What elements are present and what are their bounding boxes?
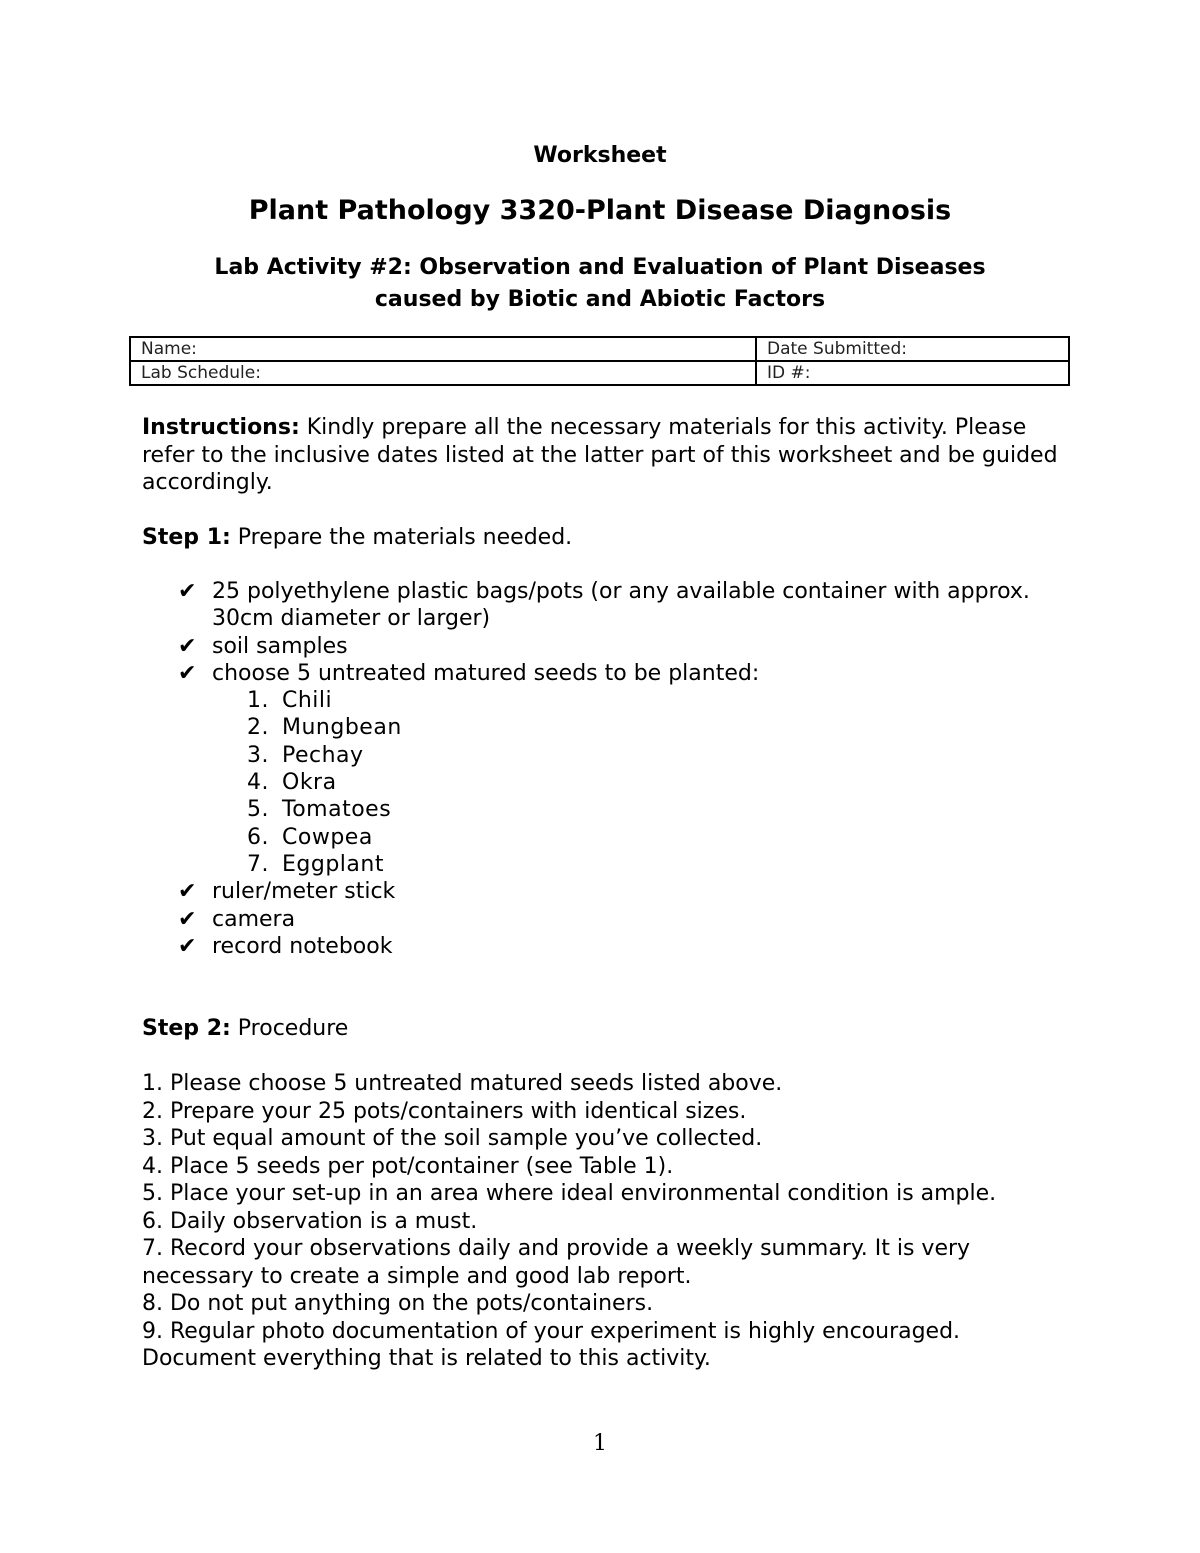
seed-name: Mungbean: [282, 715, 402, 741]
material-item: [142, 906, 1072, 933]
procedure-list: [142, 1070, 1072, 1373]
id-number-field: ID #:: [756, 361, 1069, 385]
seed-number: 4.: [247, 770, 269, 796]
date-submitted-field: Date Submitted:: [756, 337, 1069, 361]
info-row-2: [130, 361, 1069, 385]
instructions-paragraph: [142, 414, 1072, 497]
activity-title-line-1: Lab Activity #2: Observation and Evaluation of Plant Diseases: [214, 255, 986, 280]
checkmark-icon: ✔: [178, 633, 197, 659]
seed-item: [212, 769, 1072, 796]
seed-number: 7.: [247, 851, 269, 877]
material-item: [142, 660, 1072, 878]
material-item: [142, 578, 1072, 633]
seed-item: [212, 824, 1072, 851]
procedure-step: 9. Regular photo documentation of your experiment is highly encouraged. Document everything that is related to this activity.: [142, 1318, 961, 1371]
page-number: 1: [593, 1431, 607, 1456]
material-item: [142, 633, 1072, 660]
procedure-step: 7. Record your observations daily and provide a weekly summary. It is very necessary to create a simple and good lab report.: [142, 1236, 971, 1289]
seed-item: [212, 687, 1072, 714]
seed-number: 2.: [247, 715, 269, 741]
procedure-step: 5. Place your set-up in an area where ideal environmental condition is ample.: [142, 1181, 997, 1206]
seed-item: [212, 714, 1072, 741]
material-item-text: soil samples: [212, 633, 348, 659]
material-item-text: camera: [212, 906, 296, 932]
step-1-heading: [142, 524, 1072, 552]
step-2-label: Step 2:: [142, 1016, 231, 1041]
name-field: Name:: [130, 337, 756, 361]
instructions-text: Kindly prepare all the necessary materials for this activity. Please refer to the inclusive dates listed at the latter part of this worksheet and be guided accordingly.: [142, 415, 1058, 495]
seed-name: Cowpea: [282, 824, 373, 850]
procedure-step: 3. Put equal amount of the soil sample you’ve collected.: [142, 1126, 763, 1151]
procedure-step: 1. Please choose 5 untreated matured seeds listed above.: [142, 1071, 783, 1096]
seed-list: [212, 687, 1072, 878]
seed-number: 6.: [247, 824, 269, 850]
seed-number: 1.: [247, 688, 269, 714]
seed-item: [212, 851, 1072, 878]
seed-name: Eggplant: [282, 851, 384, 877]
checkmark-icon: ✔: [178, 933, 197, 959]
material-item-text: record notebook: [212, 933, 393, 959]
seed-name: Okra: [282, 770, 337, 796]
procedure-step: 4. Place 5 seeds per pot/container (see Table 1).: [142, 1153, 674, 1179]
info-row-1: [130, 337, 1069, 361]
seed-item: [212, 796, 1072, 823]
step-1-text: Prepare the materials needed.: [230, 525, 573, 550]
instructions-label: Instructions:: [142, 415, 300, 440]
checkmark-icon: ✔: [178, 879, 197, 905]
seed-number: 3.: [247, 742, 269, 768]
activity-title: [0, 252, 1200, 316]
seed-name: Chili: [282, 688, 333, 714]
document-type-heading: Worksheet: [533, 143, 667, 168]
procedure-step: 6. Daily observation is a must.: [142, 1208, 478, 1234]
lab-schedule-field: Lab Schedule:: [130, 361, 756, 385]
materials-list: [142, 578, 1072, 960]
step-2-text: Procedure: [230, 1016, 349, 1041]
seed-number: 5.: [247, 797, 269, 823]
seed-item: [212, 742, 1072, 769]
course-title: Plant Pathology 3320-Plant Disease Diagnosis: [248, 195, 952, 226]
material-item-text: 25 polyethylene plastic bags/pots (or any available container with approx. 30cm diameter or larger): [212, 579, 1030, 632]
material-item: [142, 878, 1072, 905]
step-2-heading: [142, 1015, 1072, 1043]
material-item-text: ruler/meter stick: [212, 879, 396, 905]
procedure-section: [142, 1070, 1072, 1373]
checkmark-icon: ✔: [178, 906, 197, 932]
material-item-text: choose 5 untreated matured seeds to be planted:: [212, 660, 760, 686]
activity-title-line-2: caused by Biotic and Abiotic Factors: [374, 287, 826, 312]
procedure-step: 2. Prepare your 25 pots/containers with identical sizes.: [142, 1098, 747, 1124]
seed-name: Tomatoes: [282, 797, 392, 823]
checkmark-icon: ✔: [178, 660, 197, 686]
material-item: [142, 933, 1072, 960]
step-1-label: Step 1:: [142, 525, 231, 550]
checkmark-icon: ✔: [178, 579, 197, 604]
student-info-table: [129, 336, 1070, 386]
procedure-step: 8. Do not put anything on the pots/containers.: [142, 1291, 654, 1316]
seed-name: Pechay: [282, 742, 364, 768]
